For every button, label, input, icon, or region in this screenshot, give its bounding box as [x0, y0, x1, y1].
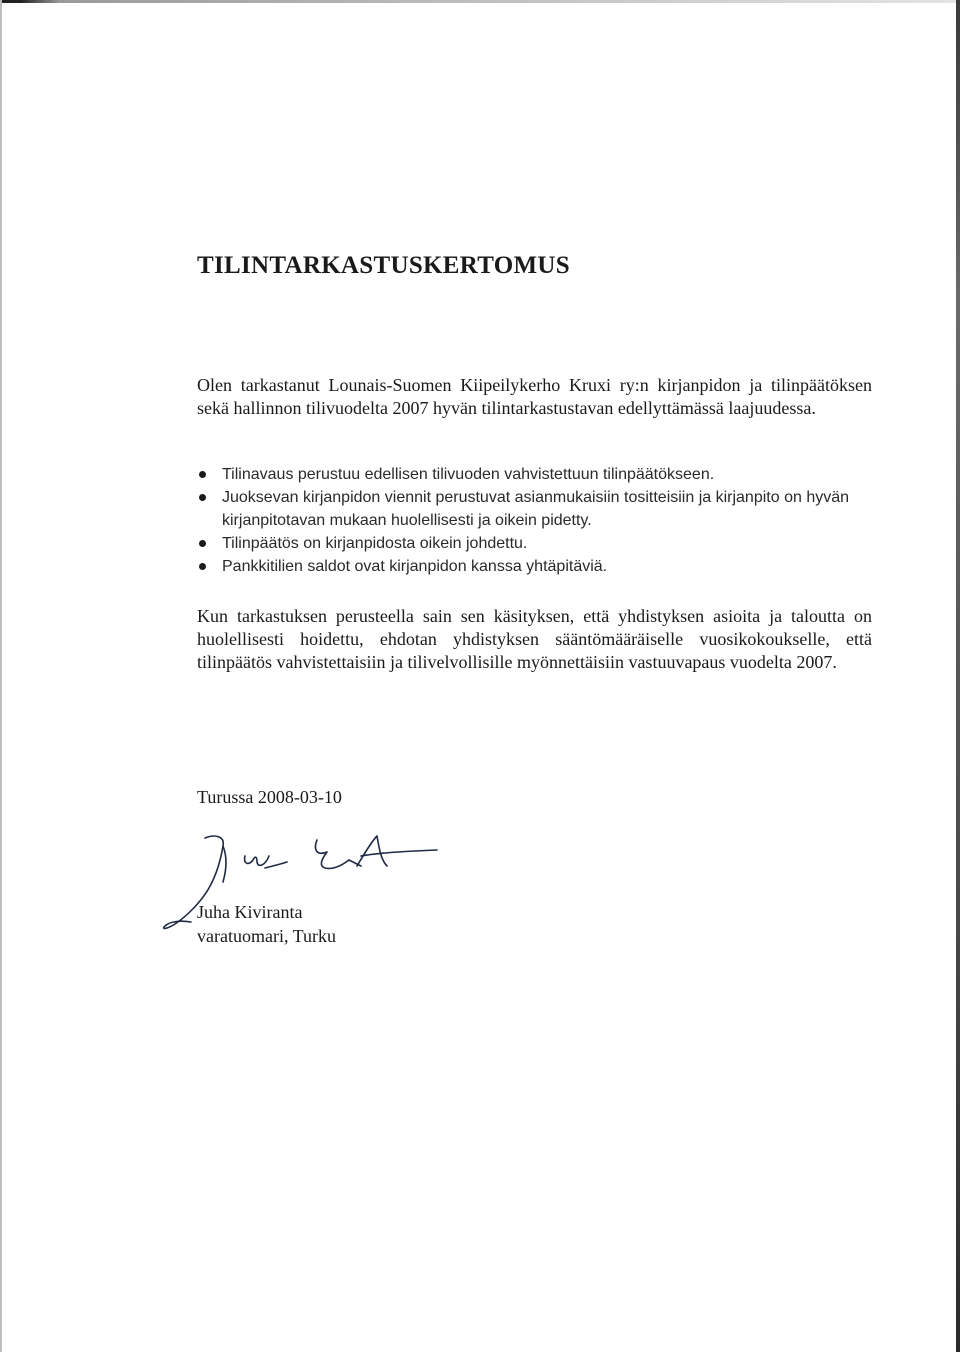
finding-text: Pankkitilien saldot ovat kirjanpidon kanssa yhtäpitäviä. — [222, 558, 608, 575]
finding-item — [197, 555, 872, 578]
finding-text: Juoksevan kirjanpidon viennit perustuvat asianmukaisiin tositteisiin ja kirjanpito on hyvän kirjanpitotavan mukaan huolellisesti ja oikein pidetty. — [222, 489, 850, 529]
conclusion-paragraph: Kun tarkastuksen perusteella sain sen käsityksen, että yhdistyksen asioita ja taloutta on huolellisesti hoidettu, ehdotan yhdistyksen sääntömääräiselle vuosikokoukselle, että tilinpäätös vahvistettaisiin ja tilivelvollisille myönnettäisiin vastuuvapaus vuodelta 2007. — [197, 606, 872, 672]
document-title: TILINTARKASTUSKERTOMUS — [197, 252, 570, 279]
bullet-icon — [199, 563, 206, 570]
bullet-icon — [199, 494, 206, 501]
bullet-icon — [199, 540, 206, 547]
finding-text: Tilinpäätös on kirjanpidosta oikein johdettu. — [222, 535, 528, 552]
signer-name: Juha Kiviranta — [197, 902, 303, 922]
finding-item — [197, 532, 872, 555]
scan-edge-left — [0, 0, 2, 1352]
finding-item — [197, 463, 872, 486]
handwritten-signature — [157, 826, 447, 946]
intro-paragraph: Olen tarkastanut Lounais-Suomen Kiipeilykerho Kruxi ry:n kirjanpidon ja tilinpäätöksen sekä hallinnon tilivuodelta 2007 hyvän tilintarkastustavan edellyttämässä laajuudessa. — [197, 375, 872, 418]
scan-edge-right — [956, 0, 960, 1352]
signer-title: varatuomari, Turku — [197, 926, 336, 946]
finding-text: Tilinavaus perustuu edellisen tilivuoden vahvistettuun tilinpäätökseen. — [222, 466, 715, 483]
scan-edge-top — [0, 0, 960, 3]
bullet-icon — [199, 471, 206, 478]
finding-item — [197, 486, 872, 532]
findings-list — [197, 463, 872, 578]
place-and-date: Turussa 2008-03-10 — [197, 787, 342, 807]
